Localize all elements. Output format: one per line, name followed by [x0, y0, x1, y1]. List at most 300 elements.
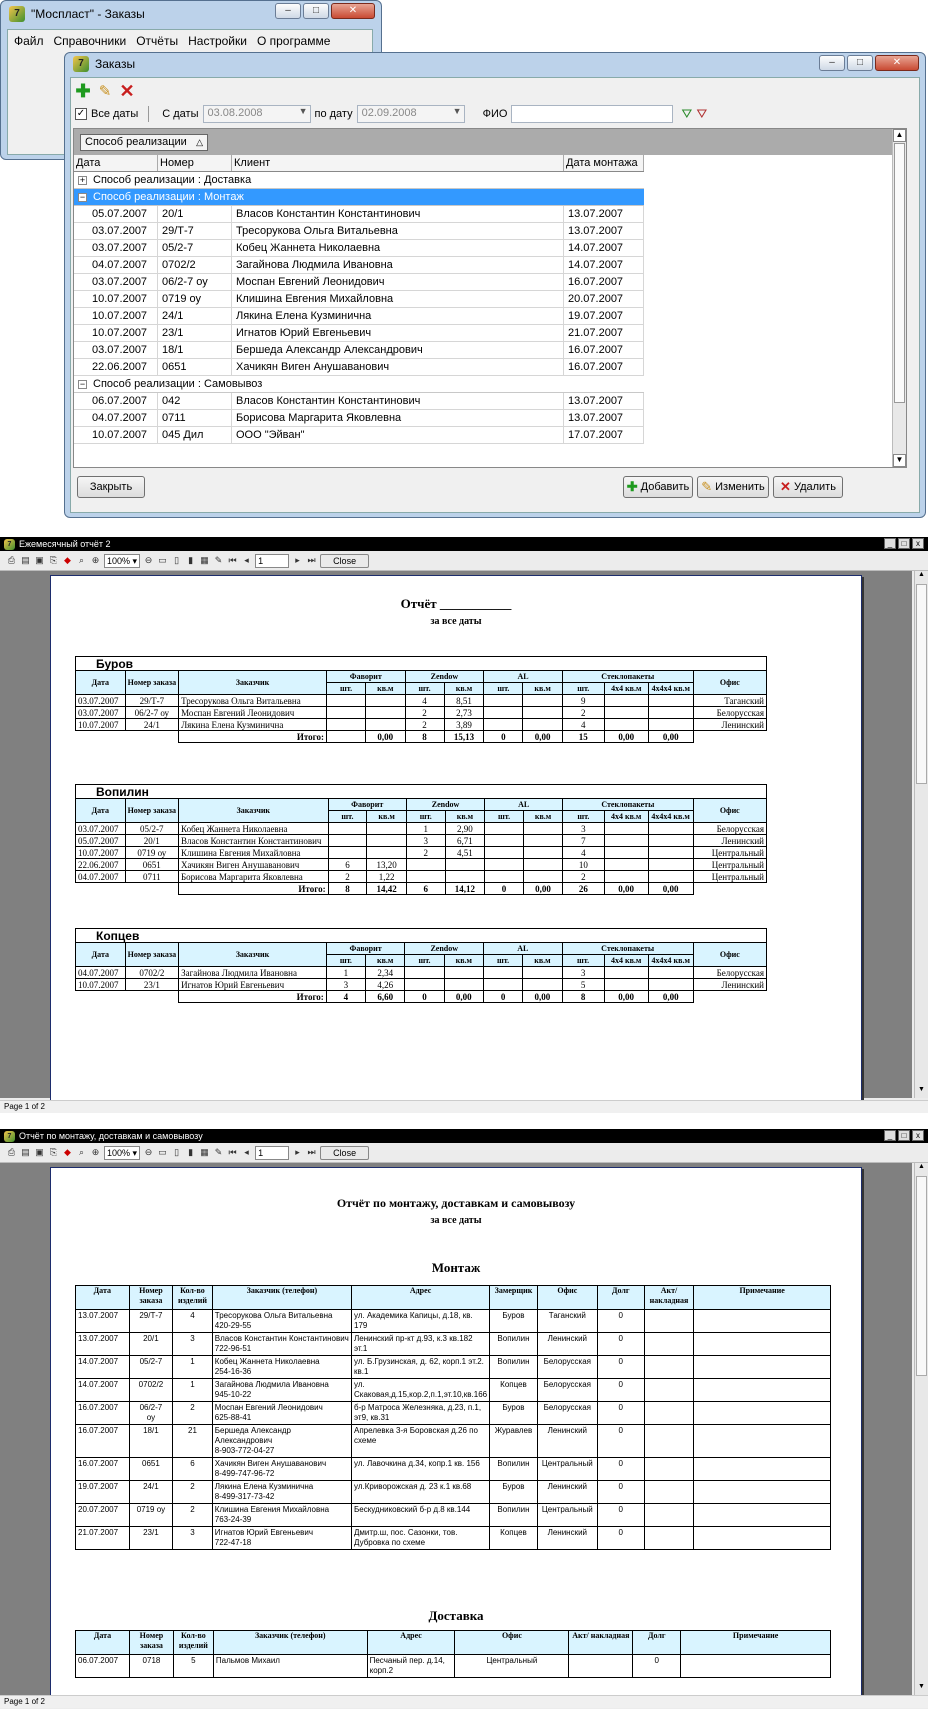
orders-toolbar — [73, 80, 137, 102]
table-cell — [644, 1527, 694, 1550]
table-cell: 0651 — [158, 359, 232, 375]
header-cell: 4х4х4 кв.м — [648, 955, 693, 967]
table-row — [76, 1379, 831, 1402]
scroll-thumb[interactable] — [894, 143, 905, 403]
save-icon[interactable]: ▣ — [35, 1147, 44, 1157]
table-cell: 0 — [597, 1504, 644, 1527]
fio-search-input[interactable] — [511, 105, 673, 123]
edit-page-icon[interactable]: ✎ — [214, 1147, 223, 1157]
header-cell: кв.м — [444, 955, 483, 967]
table-cell — [484, 695, 523, 707]
table-cell — [406, 871, 445, 883]
separator — [148, 106, 158, 122]
table-cell: Клишина Евгения Михайловна — [179, 847, 329, 859]
from-date-value: 03.08.2008 — [207, 107, 263, 119]
edit-page-icon[interactable]: ✎ — [214, 555, 223, 565]
filter-row — [75, 104, 915, 124]
table-cell: 3 — [562, 967, 604, 979]
table-cell: 03.07.2007 — [88, 342, 158, 358]
table-cell: Загайнова Людмила Ивановна — [179, 967, 327, 979]
empty-cell — [693, 731, 766, 743]
table-cell: Борисова Маргарита Яковлевна — [232, 410, 564, 426]
table-cell: 0 — [597, 1402, 644, 1425]
report1-window — [0, 537, 928, 1113]
total-cell: 0,00 — [604, 731, 648, 743]
table-cell: 13.07.2007 — [76, 1333, 130, 1356]
maximize-icon[interactable]: □ — [898, 1130, 910, 1141]
table-cell: 13.07.2007 — [76, 1310, 130, 1333]
table-cell — [444, 967, 483, 979]
scroll-up-icon[interactable]: ▲ — [918, 571, 925, 578]
delete-icon[interactable]: ✕ — [119, 80, 135, 101]
table-cell — [694, 1425, 831, 1458]
table-cell — [648, 823, 693, 835]
table-cell: Вопилин — [490, 1333, 538, 1356]
table-row[interactable] — [74, 308, 644, 325]
table-cell: ул. Б.Грузинская, д. 62, корп.1 эт.2. кв.1 — [352, 1356, 490, 1379]
table-row[interactable] — [74, 206, 644, 223]
table-cell: 0 — [597, 1379, 644, 1402]
table-row — [76, 967, 767, 979]
table-row[interactable] — [74, 359, 644, 376]
total-cell — [327, 731, 366, 743]
close-icon[interactable]: x — [912, 1130, 924, 1141]
to-date-field[interactable] — [357, 105, 465, 123]
header-cell: Долг — [633, 1631, 681, 1655]
from-date-field[interactable] — [203, 105, 311, 123]
column-header-install-date[interactable]: Дата монтажа — [564, 155, 644, 171]
table-cell: 0 — [597, 1333, 644, 1356]
manager-name: Копцев — [75, 928, 767, 942]
table-row — [76, 1402, 831, 1425]
close-icon[interactable]: x — [912, 538, 924, 549]
all-dates-checkbox[interactable]: ✓ — [76, 108, 86, 119]
orders-grid — [73, 128, 907, 468]
edit-pencil-icon[interactable]: ✎ — [98, 83, 112, 100]
last-page-icon[interactable]: ⏭ — [307, 1147, 316, 1157]
find-icon[interactable]: ⌕ — [78, 1147, 85, 1157]
header-cell: кв.м — [523, 955, 562, 967]
table-row — [76, 859, 767, 871]
fit-page-icon[interactable]: ▭ — [158, 555, 167, 565]
table-cell: 0702/2 — [125, 967, 178, 979]
open-icon[interactable]: ▤ — [21, 1147, 30, 1157]
table-cell: 0 — [597, 1481, 644, 1504]
header-cell: Стеклопакеты — [562, 943, 693, 955]
table-row — [76, 1481, 831, 1504]
table-cell: 16.07.2007 — [76, 1402, 130, 1425]
table-cell: 14.07.2007 — [76, 1356, 130, 1379]
header-cell: Офис — [693, 943, 766, 967]
total-cell: 0,00 — [648, 991, 693, 1003]
table-row[interactable] — [74, 223, 644, 240]
header-cell: AL — [484, 943, 563, 955]
header-cell: Zendow — [405, 671, 484, 683]
table-cell — [367, 847, 407, 859]
table-cell — [445, 871, 485, 883]
menu-reports[interactable]: Отчёты — [136, 34, 179, 48]
table-cell: 2 — [406, 847, 445, 859]
table-cell: 3 — [563, 823, 605, 835]
report1-statusbar — [0, 1100, 928, 1113]
total-cell: 0,00 — [604, 883, 648, 895]
scroll-down-icon[interactable]: ▼ — [918, 1086, 925, 1093]
menu-directories[interactable]: Справочники — [53, 34, 127, 48]
table-cell: 05/2-7 — [125, 823, 178, 835]
table-cell: 05/2-7 — [158, 240, 232, 256]
table-cell: 04.07.2007 — [76, 871, 126, 883]
table-cell: 21.07.2007 — [564, 325, 644, 341]
empty-cell — [693, 883, 766, 895]
prev-page-icon[interactable]: ◂ — [244, 1147, 249, 1157]
table-cell: 6 — [328, 859, 367, 871]
group-by-chip-label: Способ реализации — [85, 136, 187, 148]
total-cell: 8 — [328, 883, 367, 895]
orders-client-area — [70, 77, 920, 513]
grid-header — [74, 155, 644, 172]
add-icon[interactable]: ✚ — [75, 80, 91, 101]
table-cell: 0719 оу — [129, 1504, 172, 1527]
header-cell: Номер заказа — [129, 1631, 173, 1655]
header-cell: шт. — [326, 955, 365, 967]
scroll-down-icon[interactable]: ▼ — [893, 454, 906, 467]
last-page-icon[interactable]: ⏭ — [307, 555, 316, 565]
one-page-icon[interactable]: ▯ — [174, 555, 180, 565]
table-cell: Центральный — [693, 859, 766, 871]
column-header-client[interactable]: Клиент — [232, 155, 564, 171]
orders-window-controls — [819, 55, 919, 71]
total-cell: 4 — [326, 991, 365, 1003]
header-cell: Примечание — [694, 1286, 831, 1310]
table-cell — [328, 847, 367, 859]
report1-scrollbar[interactable] — [914, 571, 928, 1098]
minimize-icon[interactable]: _ — [884, 1130, 896, 1141]
table-cell: Лякина Елена Кузминична — [232, 308, 564, 324]
zoom-out-icon[interactable]: ⊖ — [144, 555, 153, 565]
maximize-icon[interactable]: □ — [898, 538, 910, 549]
table-cell — [445, 859, 485, 871]
total-cell: 14,42 — [367, 883, 407, 895]
scroll-thumb[interactable] — [916, 1176, 927, 1376]
table-cell — [648, 871, 693, 883]
delete-icon: ✕ — [780, 479, 791, 494]
table-cell: Копцев — [490, 1379, 538, 1402]
table-cell: 14.07.2007 — [76, 1379, 130, 1402]
table-cell: ООО "Эйван" — [232, 427, 564, 443]
zoom-in-icon[interactable]: ⊕ — [91, 1147, 100, 1157]
filter-clear-icon[interactable]: ⛛ — [696, 106, 708, 121]
table-cell: 2 — [405, 719, 444, 731]
group-row[interactable] — [74, 189, 644, 206]
expand-icon[interactable]: + — [79, 174, 86, 185]
table-cell: Таганский — [537, 1310, 597, 1333]
minimize-icon[interactable]: _ — [884, 538, 896, 549]
add-icon: ✚ — [626, 479, 638, 494]
menu-file[interactable]: Файл — [14, 34, 44, 48]
table-cell — [485, 871, 524, 883]
table-cell: 29/Т-7 — [129, 1310, 172, 1333]
app-logo-icon: 7 — [4, 1131, 15, 1142]
table-cell — [694, 1504, 831, 1527]
header-cell: Фаворит — [327, 671, 406, 683]
page-number-input[interactable] — [255, 1146, 289, 1160]
column-header-number[interactable]: Номер — [158, 155, 232, 171]
table-cell — [694, 1356, 831, 1379]
print-icon[interactable]: ⎙ — [7, 1147, 16, 1157]
report2-window — [0, 1129, 928, 1709]
table-cell — [327, 707, 366, 719]
table-cell: Бершеда Александр Александрович — [232, 342, 564, 358]
report1-preview-area — [0, 571, 912, 1098]
header-cell: кв.м — [523, 683, 562, 695]
two-pages-icon[interactable]: ▮ — [188, 555, 194, 565]
table-cell: 0702/2 — [158, 257, 232, 273]
table-cell — [523, 871, 562, 883]
next-page-icon[interactable]: ▸ — [295, 1147, 300, 1157]
report1-page-status: Page 1 of 2 — [4, 1102, 45, 1111]
total-cell: 26 — [563, 883, 605, 895]
save-icon[interactable]: ▣ — [35, 555, 44, 565]
chevron-down-icon[interactable]: ▼ — [452, 106, 462, 116]
header-cell: Дата — [76, 1286, 130, 1310]
menu-about[interactable]: О программе — [256, 34, 331, 48]
total-row — [76, 991, 767, 1003]
report2-titlebar[interactable] — [0, 1129, 928, 1143]
table-cell — [648, 859, 693, 871]
group-row[interactable] — [74, 172, 644, 189]
table-cell — [648, 719, 693, 731]
montage-section-title: Монтаж — [431, 1260, 481, 1275]
close-icon[interactable]: ✕ — [331, 3, 375, 19]
chevron-down-icon[interactable]: ▼ — [298, 106, 308, 116]
report2-toolbar — [0, 1143, 928, 1163]
column-header-date[interactable]: Дата — [74, 155, 158, 171]
header-cell: Заказчик (телефон) — [212, 1286, 351, 1310]
table-row[interactable] — [74, 325, 644, 342]
table-cell: Загайнова Людмила Ивановна — [232, 257, 564, 273]
total-cell: 14,12 — [445, 883, 485, 895]
print-setup-icon[interactable]: ⎘ — [49, 1147, 58, 1157]
page-number-input[interactable] — [255, 554, 289, 568]
table-row[interactable] — [74, 291, 644, 308]
zoom-select[interactable]: 100% ▾ — [104, 1146, 140, 1160]
pdf-icon[interactable]: ◆ — [64, 555, 71, 565]
thumbnails-icon[interactable]: ▦ — [200, 1147, 209, 1157]
delete-button[interactable] — [773, 476, 843, 498]
pdf-icon[interactable]: ◆ — [64, 1147, 71, 1157]
table-cell: 20.07.2007 — [76, 1504, 130, 1527]
header-cell: Кол-во изделий — [173, 1631, 213, 1655]
table-row[interactable] — [74, 274, 644, 291]
header-cell: Заказчик (телефон) — [213, 1631, 367, 1655]
table-cell: 5 — [562, 979, 604, 991]
scroll-up-icon[interactable]: ▲ — [893, 129, 906, 142]
print-setup-icon[interactable]: ⎘ — [49, 555, 58, 565]
table-cell: 29/Т-7 — [158, 223, 232, 239]
collapse-icon[interactable]: − — [79, 378, 86, 389]
table-cell: Лякина Елена Кузминична 8-499-317-73-42 — [212, 1481, 351, 1504]
table-cell: 0711 — [125, 871, 178, 883]
header-cell: 4х4 кв.м — [604, 683, 648, 695]
table-cell: 14.07.2007 — [564, 257, 644, 273]
table-cell: б-р Матроса Железняка, д.23, п.1, эт9, кв.31 — [352, 1402, 490, 1425]
next-page-icon[interactable]: ▸ — [295, 555, 300, 565]
scroll-thumb[interactable] — [916, 584, 927, 784]
header-cell: Номер заказа — [125, 799, 178, 823]
grid-scrollbar[interactable] — [892, 129, 906, 467]
table-cell — [405, 967, 444, 979]
table-cell: Борисова Маргарита Яковлевна — [179, 871, 329, 883]
table-cell: Кобец Жаннета Николаевна 254-16-36 — [212, 1356, 351, 1379]
table-cell: Моспан Евгений Леонидович 625-88-41 — [212, 1402, 351, 1425]
table-cell — [485, 835, 524, 847]
table-row[interactable] — [74, 393, 644, 410]
table-row — [76, 835, 767, 847]
table-cell: Белорусская — [537, 1402, 597, 1425]
table-cell: Песчаный пер. д.14, корп.2 — [367, 1655, 455, 1678]
close-icon[interactable]: ✕ — [875, 55, 919, 71]
table-cell: 1 — [173, 1356, 213, 1379]
table-cell: 3,89 — [444, 719, 484, 731]
menu-settings[interactable]: Настройки — [188, 34, 247, 48]
table-cell — [569, 1655, 633, 1678]
table-cell: Буров — [490, 1310, 538, 1333]
minimize-icon[interactable]: – — [275, 3, 301, 19]
table-cell — [604, 979, 648, 991]
close-button[interactable] — [77, 476, 145, 498]
table-cell — [367, 823, 407, 835]
table-cell — [648, 695, 693, 707]
table-cell: Ленинский — [693, 979, 766, 991]
table-cell — [644, 1402, 694, 1425]
print-icon[interactable]: ⎙ — [7, 555, 16, 565]
header-cell: Адрес — [352, 1286, 490, 1310]
table-cell — [644, 1379, 694, 1402]
report1-window-title: Ежемесячный отчёт 2 — [19, 539, 111, 549]
table-cell — [523, 707, 562, 719]
open-icon[interactable]: ▤ — [21, 555, 30, 565]
table-cell: 1 — [173, 1379, 213, 1402]
table-row[interactable] — [74, 427, 644, 444]
prev-page-icon[interactable]: ◂ — [244, 555, 249, 565]
manager-name: Буров — [75, 656, 767, 670]
header-cell: 4х4 кв.м — [604, 811, 648, 823]
table-cell — [694, 1527, 831, 1550]
table-cell — [523, 847, 562, 859]
orders-window-titlebar[interactable] — [65, 53, 925, 75]
zoom-select[interactable]: 100% ▾ — [104, 554, 140, 568]
table-row[interactable] — [74, 240, 644, 257]
table-row[interactable] — [74, 342, 644, 359]
find-icon[interactable]: ⌕ — [78, 555, 85, 565]
table-cell — [406, 859, 445, 871]
add-button[interactable] — [623, 476, 693, 498]
header-cell: Дата — [76, 799, 126, 823]
report2-close-button[interactable]: Close — [320, 1146, 369, 1160]
header-cell: кв.м — [445, 811, 485, 823]
minimize-icon[interactable]: – — [819, 55, 845, 71]
header-cell: Стеклопакеты — [562, 671, 693, 683]
table-cell — [694, 1310, 831, 1333]
report2-page — [50, 1167, 862, 1695]
total-row — [76, 731, 767, 743]
table-cell: 19.07.2007 — [76, 1481, 130, 1504]
table-row[interactable] — [74, 410, 644, 427]
filter-apply-icon[interactable]: ⛛ — [681, 106, 693, 121]
thumbnails-icon[interactable]: ▦ — [200, 555, 209, 565]
table-cell: 0 — [597, 1356, 644, 1379]
table-cell — [694, 1402, 831, 1425]
collapse-icon[interactable]: − — [79, 191, 86, 202]
table-cell: 24/1 — [125, 719, 178, 731]
first-page-icon[interactable]: ⏮ — [228, 555, 237, 565]
maximize-icon[interactable]: □ — [847, 55, 873, 71]
header-cell: Офис — [537, 1286, 597, 1310]
total-cell: 0,00 — [648, 731, 693, 743]
header-cell: кв.м — [367, 811, 407, 823]
table-cell: Игнатов Юрий Евгеньевич — [232, 325, 564, 341]
table-cell — [644, 1425, 694, 1458]
two-pages-icon[interactable]: ▮ — [188, 1147, 194, 1157]
report1-close-button[interactable]: Close — [320, 554, 369, 568]
zoom-out-icon[interactable]: ⊖ — [144, 1147, 153, 1157]
zoom-in-icon[interactable]: ⊕ — [91, 555, 100, 565]
header-cell: кв.м — [365, 955, 404, 967]
scroll-down-icon[interactable]: ▼ — [918, 1683, 925, 1690]
report2-statusbar — [0, 1695, 928, 1708]
empty-cell — [76, 731, 179, 743]
header-cell: Заказчик — [179, 943, 327, 967]
table-row — [76, 1356, 831, 1379]
maximize-icon[interactable]: □ — [303, 3, 329, 19]
group-row[interactable] — [74, 376, 644, 393]
table-cell: 19.07.2007 — [564, 308, 644, 324]
montage-table — [75, 1285, 831, 1550]
table-cell: 2 — [562, 707, 604, 719]
table-row — [76, 823, 767, 835]
report2-scrollbar[interactable] — [914, 1163, 928, 1695]
one-page-icon[interactable]: ▯ — [174, 1147, 180, 1157]
to-date-label: по дату — [314, 108, 353, 120]
table-cell: 0 — [633, 1655, 681, 1678]
scroll-up-icon[interactable]: ▲ — [918, 1163, 925, 1170]
table-cell: Центральный — [693, 847, 766, 859]
total-cell: 0 — [484, 991, 523, 1003]
table-cell: 10.07.2007 — [88, 291, 158, 307]
edit-button[interactable] — [697, 476, 769, 498]
table-cell: Вопилин — [490, 1504, 538, 1527]
group-by-chip[interactable] — [80, 134, 208, 151]
table-cell: Власов Константин Константинович — [232, 393, 564, 409]
fit-page-icon[interactable]: ▭ — [158, 1147, 167, 1157]
table-cell — [644, 1333, 694, 1356]
table-row — [76, 1310, 831, 1333]
report1-titlebar[interactable] — [0, 537, 928, 551]
first-page-icon[interactable]: ⏮ — [228, 1147, 237, 1157]
table-cell: Кобец Жаннета Николаевна — [232, 240, 564, 256]
table-cell: Центральный — [537, 1504, 597, 1527]
table-cell — [328, 823, 367, 835]
table-cell: Вопилин — [490, 1356, 538, 1379]
table-cell — [604, 695, 648, 707]
table-cell — [694, 1458, 831, 1481]
table-cell: Моспан Евгений Леонидович — [179, 707, 327, 719]
table-cell: Бершеда Александр Александрович 8-903-772-04-27 — [212, 1425, 351, 1458]
sort-asc-icon: △ — [196, 137, 203, 147]
empty-cell — [76, 991, 179, 1003]
table-row[interactable] — [74, 257, 644, 274]
table-cell: 3 — [173, 1333, 213, 1356]
